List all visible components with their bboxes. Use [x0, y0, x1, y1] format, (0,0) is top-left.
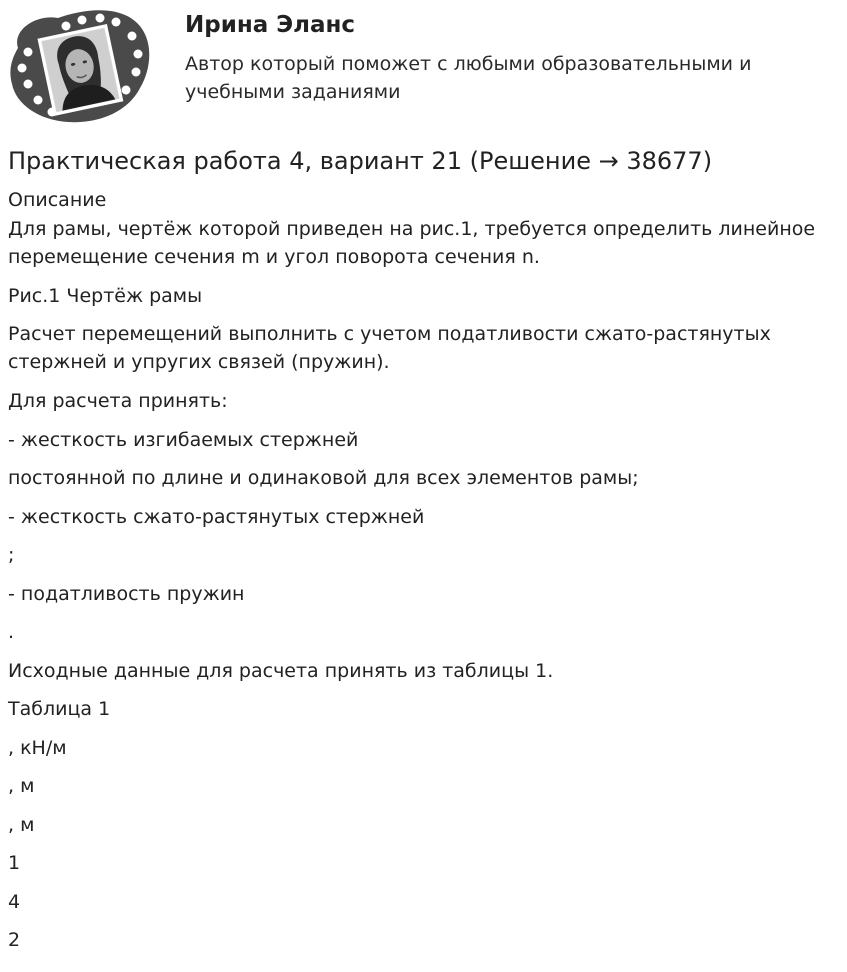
item-bending-note: постоянной по длине и одинаковой для всех элементов рамы;	[8, 467, 639, 489]
avatar[interactable]	[8, 8, 150, 126]
table-header-cell: , кН/м	[8, 737, 67, 759]
intro-paragraph: Для рамы, чертёж которой приведен на рис.1, требуется определить линейное перемещение сечения m и угол поворота сечения n.	[8, 218, 816, 268]
table-label: Таблица 1	[8, 698, 111, 720]
section-label: Описание	[8, 189, 107, 211]
item-axial-end: ;	[8, 544, 15, 566]
table-value-cell: 2	[8, 929, 21, 951]
table-header-cell: , м	[8, 775, 35, 797]
author-description: Автор который поможет с любыми образовательными и учебными заданиями	[185, 53, 752, 103]
table-value-cell: 4	[8, 891, 21, 913]
item-bending-stiffness: - жесткость изгибаемых стержней	[8, 429, 359, 451]
calc-note-paragraph: Расчет перемещений выполнить с учетом податливости сжато-растянутых стержней и упругих связей (пружин).	[8, 323, 771, 373]
figure-caption: Рис.1 Чертёж рамы	[8, 285, 203, 307]
table-value-cell: 1	[8, 852, 21, 874]
table-header-cell: , м	[8, 814, 35, 836]
data-note: Исходные данные для расчета принять из таблицы 1.	[8, 660, 554, 682]
accept-label: Для расчета принять:	[8, 390, 228, 412]
item-axial-stiffness: - жесткость сжато-растянутых стержней	[8, 506, 425, 528]
item-spring-compliance: - податливость пружин	[8, 583, 245, 605]
film-reel-avatar-icon	[8, 8, 150, 126]
author-name[interactable]: Ирина Эланс	[185, 12, 356, 38]
item-spring-end: .	[8, 621, 15, 643]
author-card	[0, 0, 847, 140]
page-title: Практическая работа 4, вариант 21 (Решение → 38677)	[8, 147, 713, 175]
